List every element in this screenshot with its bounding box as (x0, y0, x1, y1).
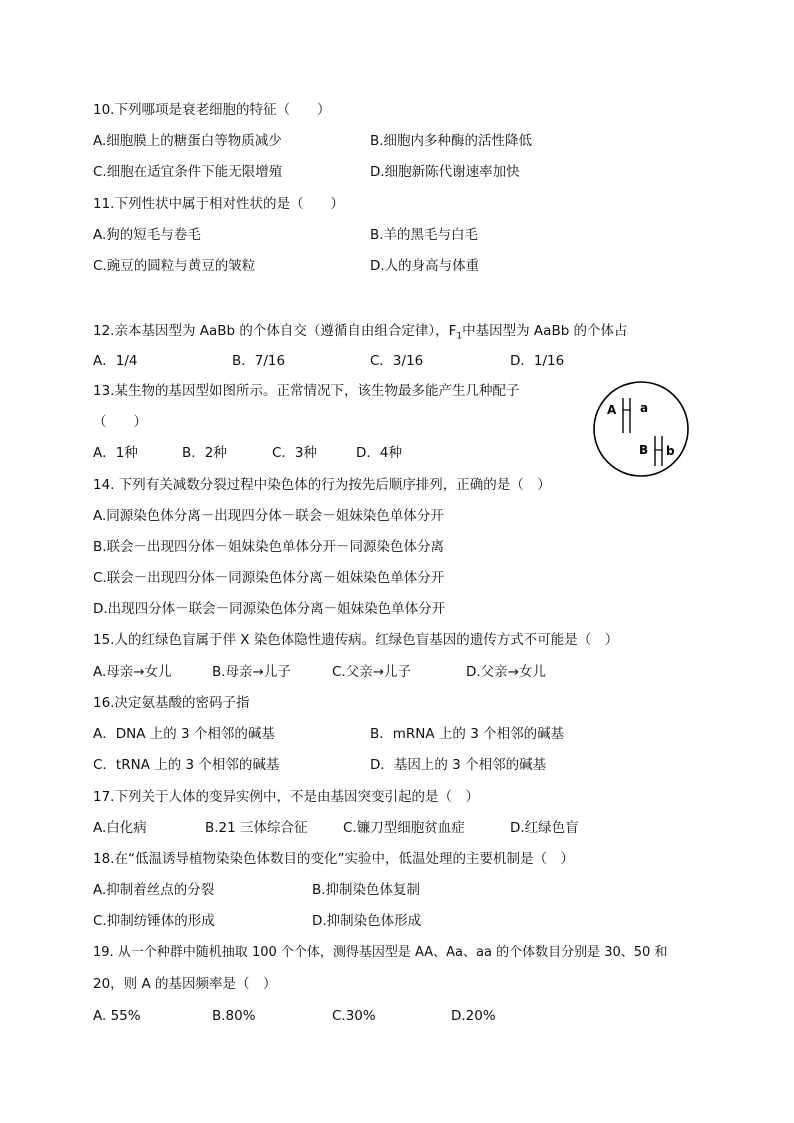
q11-option-d: D.人的身高与体重 (370, 258, 480, 274)
q16-stem: 16.决定氨基酸的密码子指 (93, 695, 250, 711)
q15-stem: 15.人的红绿色盲属于伴 X 染色体隐性遗传病。红绿色盲基因的遗传方式不可能是（ ） (93, 632, 619, 648)
q18-stem: 18.在“低温诱导植物染染色体数目的变化”实验中，低温处理的主要机制是（ ） (93, 851, 574, 867)
q10-option-d: D.细胞新陈代谢速率加快 (370, 164, 520, 180)
allele-A-label: A (607, 403, 617, 417)
q10-option-c: C.细胞在适宜条件下能无限增殖 (93, 164, 283, 180)
allele-B-label: B (639, 443, 649, 457)
q19-option-a: A. 55% (93, 1008, 141, 1024)
q13-option-a: A．1种 (93, 445, 138, 461)
q13-option-d: D．4种 (356, 445, 402, 461)
q17-option-c: C.镰刀型细胞贫血症 (343, 820, 465, 836)
q14-option-a: A.同源染色体分离－出现四分体－联会－姐妹染色单体分开 (93, 508, 444, 524)
q17-option-a: A.白化病 (93, 820, 147, 836)
q10-option-a: A.细胞膜上的糖蛋白等物质减少 (93, 133, 282, 149)
q18-option-d: D.抑制染色体形成 (312, 913, 422, 929)
q12-option-a: A．1/4 (93, 353, 138, 369)
allele-a-label: a (640, 401, 649, 415)
q16-option-d: D．基因上的 3 个相邻的碱基 (370, 757, 547, 773)
q12-option-b: B．7/16 (232, 353, 286, 369)
q17-option-d: D.红绿色盲 (510, 820, 579, 836)
q12-option-c: C．3/16 (370, 353, 424, 369)
q11-option-b: B.羊的黑毛与白毛 (370, 227, 479, 243)
q12-stem-end: 中基因型为 AaBb 的个体占 (462, 323, 628, 339)
q15-option-b: B.母亲→儿子 (212, 664, 291, 680)
q11-option-c: C.豌豆的圆粒与黄豆的皱粒 (93, 258, 256, 274)
allele-b-label: b (666, 444, 675, 458)
q16-option-c: C．tRNA 上的 3 个相邻的碱基 (93, 757, 280, 773)
q19-option-d: D.20% (451, 1008, 496, 1024)
q19-stem-line-1: 19. 从一个种群中随机抽取 100 个个体，测得基因型是 AA、Aa、aa 的个体数目分别是 30、50 和 (93, 945, 668, 960)
q10-option-b: B.细胞内多种酶的活性降低 (370, 133, 533, 149)
q16-option-a: A．DNA 上的 3 个相邻的碱基 (93, 726, 275, 742)
q12-stem (93, 323, 628, 345)
q15-option-a: A.母亲→女儿 (93, 664, 172, 680)
q13-answer-paren: （ ） (93, 414, 147, 430)
q14-option-c: C.联会－出现四分体－同源染色体分离－姐妹染色单体分开 (93, 570, 445, 586)
genotype-cell-diagram (592, 378, 692, 478)
q13-option-b: B．2种 (182, 445, 227, 461)
q18-option-a: A.抑制着丝点的分裂 (93, 882, 215, 898)
q19-stem-line-2: 20，则 A 的基因频率是（ ） (93, 976, 277, 992)
q12-stem-subscript: 1 (456, 331, 463, 342)
q14-option-b: B.联会－出现四分体－姐妹染色单体分开－同源染色体分离 (93, 539, 445, 555)
q19-option-b: B.80% (212, 1008, 256, 1024)
q18-option-c: C.抑制纺锤体的形成 (93, 913, 215, 929)
q15-option-d: D.父亲→女儿 (466, 664, 546, 680)
q12-option-d: D．1/16 (510, 353, 565, 369)
q17-option-b: B.21 三体综合征 (205, 820, 308, 836)
q11-option-a: A.狗的短毛与卷毛 (93, 227, 201, 243)
q16-option-b: B．mRNA 上的 3 个相邻的碱基 (370, 726, 565, 742)
q13-option-c: C．3种 (272, 445, 318, 461)
q19-option-c: C.30% (332, 1008, 376, 1024)
q17-stem: 17.下列关于人体的变异实例中，不是由基因突变引起的是（ ） (93, 789, 479, 805)
q14-option-d: D.出现四分体－联会－同源染色体分离－姐妹染色单体分开 (93, 601, 446, 617)
q14-stem: 14. 下列有关减数分裂过程中染色体的行为按先后顺序排列，正确的是（ ） (93, 477, 551, 493)
q18-option-b: B.抑制染色体复制 (312, 882, 421, 898)
q12-stem-main: 12.亲本基因型为 AaBb 的个体自交（遵循自由组合定律），F (93, 323, 457, 339)
cell-outline (594, 382, 688, 476)
q10-stem: 10.下列哪项是衰老细胞的特征（ ） (93, 102, 331, 118)
q15-option-c: C.父亲→儿子 (332, 664, 412, 680)
q11-stem: 11.下列性状中属于相对性状的是（ ） (93, 196, 344, 212)
q13-stem: 13.某生物的基因型如图所示。正常情况下，该生物最多能产生几种配子 (93, 383, 520, 399)
